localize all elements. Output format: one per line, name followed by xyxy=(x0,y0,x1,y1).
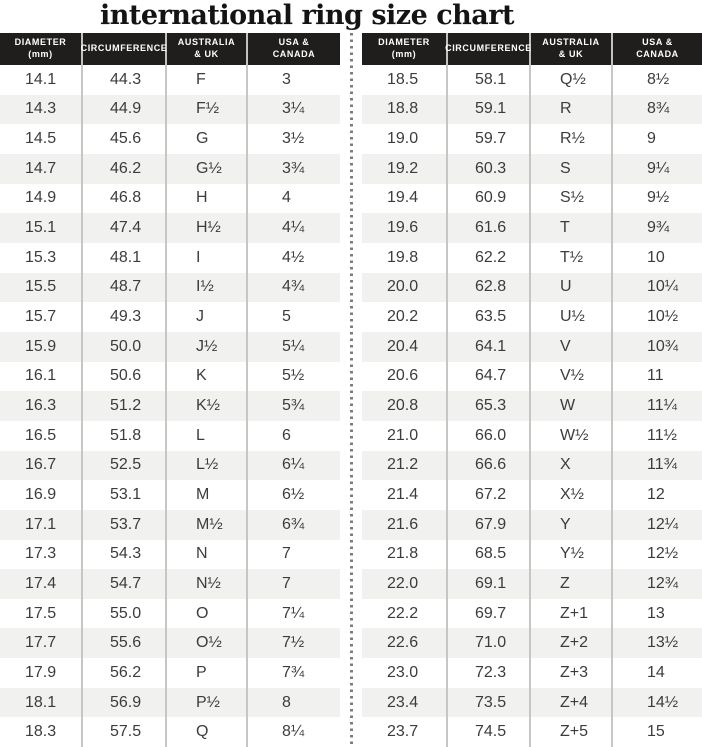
table-cell: 15.3 xyxy=(0,243,83,273)
table-cell: J½ xyxy=(167,332,248,362)
page-title: international ring size chart xyxy=(100,0,514,31)
table-row xyxy=(362,273,702,303)
table-row xyxy=(362,628,702,658)
table-cell: 20.2 xyxy=(362,302,448,332)
table-cell: 71.0 xyxy=(448,628,531,658)
table-cell: 19.2 xyxy=(362,154,448,184)
table-body-left xyxy=(0,65,340,747)
table-cell: Q xyxy=(167,717,248,747)
table-cell: 57.5 xyxy=(83,717,167,747)
table-cell: 12 xyxy=(647,486,665,504)
table-cell: K xyxy=(167,362,248,392)
table-cell: 60.3 xyxy=(448,154,531,184)
table-cell: 11 xyxy=(647,367,664,385)
table-cell: 16.7 xyxy=(0,451,83,481)
table-cell: 12¾ xyxy=(647,574,679,592)
table-cell: 21.0 xyxy=(362,421,448,451)
table-cell: 55.6 xyxy=(83,628,167,658)
column-header: DIAMETER (mm) xyxy=(0,33,83,65)
table-cell: 8 xyxy=(282,693,291,711)
table-cell: 22.6 xyxy=(362,628,448,658)
ring-size-table-left xyxy=(0,33,340,747)
table-cell: 23.4 xyxy=(362,688,448,718)
table-cell: 20.4 xyxy=(362,332,448,362)
table-cell: 7¼ xyxy=(282,604,305,622)
table-cell: R½ xyxy=(531,124,613,154)
table-cell: 44.9 xyxy=(83,95,167,125)
table-cell: 6 xyxy=(282,426,291,444)
table-row xyxy=(362,95,702,125)
table-cell: 63.5 xyxy=(448,302,531,332)
table-cell: 52.5 xyxy=(83,451,167,481)
table-cell: 9 xyxy=(647,130,656,148)
table-cell: 48.1 xyxy=(83,243,167,273)
table-cell: K½ xyxy=(167,391,248,421)
table-cell: 18.8 xyxy=(362,95,448,125)
table-cell: H xyxy=(167,184,248,214)
table-cell: 22.2 xyxy=(362,599,448,629)
table-cell: 4¼ xyxy=(282,219,305,237)
table-row xyxy=(362,688,702,718)
table-divider-gap xyxy=(340,33,362,747)
table-cell: U xyxy=(531,273,613,303)
table-cell: 9¾ xyxy=(647,219,670,237)
table-cell: 3 xyxy=(282,70,291,88)
table-cell: 23.7 xyxy=(362,717,448,747)
table-cell: V xyxy=(531,332,613,362)
table-row xyxy=(362,421,702,451)
table-cell: 15 xyxy=(647,723,665,741)
table-row xyxy=(362,391,702,421)
table-row xyxy=(362,658,702,688)
table-cell: N xyxy=(167,540,248,570)
table-cell: 62.8 xyxy=(448,273,531,303)
column-header: DIAMETER (mm) xyxy=(362,33,448,65)
table-cell: 56.9 xyxy=(83,688,167,718)
table-row xyxy=(0,273,340,303)
table-row xyxy=(0,243,340,273)
table-cell: P½ xyxy=(167,688,248,718)
table-cell: 67.9 xyxy=(448,510,531,540)
table-cell: 12¼ xyxy=(647,515,679,533)
table-row xyxy=(0,362,340,392)
table-cell: 53.1 xyxy=(83,480,167,510)
table-cell: X½ xyxy=(531,480,613,510)
table-cell: 6¾ xyxy=(282,515,305,533)
table-cell: 66.0 xyxy=(448,421,531,451)
table-cell: 17.3 xyxy=(0,540,83,570)
table-cell: 51.2 xyxy=(83,391,167,421)
table-cell: 10¼ xyxy=(647,278,679,296)
table-cell: 51.8 xyxy=(83,421,167,451)
table-cell: 7¾ xyxy=(282,663,305,681)
table-cell: 62.2 xyxy=(448,243,531,273)
table-cell: Z+3 xyxy=(531,658,613,688)
table-cell: 14.9 xyxy=(0,184,83,214)
table-cell: 16.1 xyxy=(0,362,83,392)
table-cell: 14.3 xyxy=(0,95,83,125)
table-cell: 6¼ xyxy=(282,456,305,474)
table-row xyxy=(0,688,340,718)
table-cell: 54.7 xyxy=(83,569,167,599)
table-row xyxy=(362,540,702,570)
table-cell: 69.7 xyxy=(448,599,531,629)
table-cell: 56.2 xyxy=(83,658,167,688)
table-cell: I½ xyxy=(167,273,248,303)
table-cell: 61.6 xyxy=(448,213,531,243)
table-cell: 4 xyxy=(282,189,291,207)
table-row xyxy=(362,65,702,95)
table-cell: Z+1 xyxy=(531,599,613,629)
table-cell: 11¾ xyxy=(647,456,677,474)
table-cell: 18.5 xyxy=(362,65,448,95)
table-cell: 14.5 xyxy=(0,124,83,154)
table-row xyxy=(0,510,340,540)
table-cell: 16.9 xyxy=(0,480,83,510)
table-cell: 18.1 xyxy=(0,688,83,718)
table-cell: V½ xyxy=(531,362,613,392)
table-row xyxy=(362,569,702,599)
table-cell: 14 xyxy=(647,663,665,681)
column-header: USA & CANADA xyxy=(636,37,679,59)
table-row xyxy=(0,717,340,747)
table-cell: 66.6 xyxy=(448,451,531,481)
table-cell: S xyxy=(531,154,613,184)
table-cell: 8½ xyxy=(647,70,670,88)
table-header-row xyxy=(362,33,702,65)
table-cell: 4¾ xyxy=(282,278,305,296)
table-cell: 69.1 xyxy=(448,569,531,599)
table-cell: Y½ xyxy=(531,540,613,570)
table-cell: M½ xyxy=(167,510,248,540)
table-cell: 22.0 xyxy=(362,569,448,599)
table-cell: Q½ xyxy=(531,65,613,95)
table-cell: 15.7 xyxy=(0,302,83,332)
table-cell: 18.3 xyxy=(0,717,83,747)
table-row xyxy=(362,332,702,362)
table-cell: 10¾ xyxy=(647,337,679,355)
table-cell: 74.5 xyxy=(448,717,531,747)
table-row xyxy=(362,213,702,243)
table-cell: 65.3 xyxy=(448,391,531,421)
table-cell: 21.2 xyxy=(362,451,448,481)
table-cell: 64.7 xyxy=(448,362,531,392)
table-cell: Y xyxy=(531,510,613,540)
table-cell: 48.7 xyxy=(83,273,167,303)
table-cell: 8¾ xyxy=(647,100,670,118)
table-cell: Z+2 xyxy=(531,628,613,658)
table-cell: 46.2 xyxy=(83,154,167,184)
table-cell: G½ xyxy=(167,154,248,184)
table-cell: 3¾ xyxy=(282,159,305,177)
table-cell: 73.5 xyxy=(448,688,531,718)
table-cell: 53.7 xyxy=(83,510,167,540)
ring-size-table-right xyxy=(362,33,702,747)
table-row xyxy=(362,599,702,629)
column-header: AUSTRALIA & UK xyxy=(167,33,248,65)
table-cell: M xyxy=(167,480,248,510)
table-header-row xyxy=(0,33,340,65)
table-row xyxy=(362,480,702,510)
table-cell: Z+5 xyxy=(531,717,613,747)
table-cell: 3¼ xyxy=(282,100,305,118)
table-cell: H½ xyxy=(167,213,248,243)
table-cell: 55.0 xyxy=(83,599,167,629)
table-row xyxy=(362,154,702,184)
table-cell: 17.1 xyxy=(0,510,83,540)
table-cell: G xyxy=(167,124,248,154)
table-row xyxy=(0,391,340,421)
table-cell: F xyxy=(167,65,248,95)
table-cell: 11¼ xyxy=(647,397,677,415)
table-row xyxy=(0,628,340,658)
table-cell: P xyxy=(167,658,248,688)
table-row xyxy=(0,332,340,362)
table-cell: 13½ xyxy=(647,634,679,652)
table-row xyxy=(0,65,340,95)
column-header: CIRCUMFERENCE xyxy=(448,33,531,65)
table-row xyxy=(362,717,702,747)
table-cell: 47.4 xyxy=(83,213,167,243)
table-cell: 17.9 xyxy=(0,658,83,688)
table-cell: 7 xyxy=(282,574,291,592)
table-cell: 50.0 xyxy=(83,332,167,362)
tables-container xyxy=(0,33,702,747)
table-cell: 50.6 xyxy=(83,362,167,392)
table-cell: 20.0 xyxy=(362,273,448,303)
table-row xyxy=(0,184,340,214)
table-cell: 46.8 xyxy=(83,184,167,214)
table-cell: 19.6 xyxy=(362,213,448,243)
table-cell: 15.1 xyxy=(0,213,83,243)
table-cell: 59.7 xyxy=(448,124,531,154)
table-cell: I xyxy=(167,243,248,273)
table-cell: 10 xyxy=(647,248,665,266)
table-cell: W xyxy=(531,391,613,421)
table-body-right xyxy=(362,65,702,747)
table-row xyxy=(362,243,702,273)
table-cell: 44.3 xyxy=(83,65,167,95)
table-cell: 7 xyxy=(282,545,291,563)
table-row xyxy=(0,302,340,332)
table-row xyxy=(0,540,340,570)
table-cell: 5¼ xyxy=(282,337,305,355)
table-cell: 8¼ xyxy=(282,723,305,741)
table-cell: 17.4 xyxy=(0,569,83,599)
table-cell: R xyxy=(531,95,613,125)
table-cell: 21.6 xyxy=(362,510,448,540)
table-cell: 67.2 xyxy=(448,480,531,510)
table-row xyxy=(362,184,702,214)
table-cell: 19.8 xyxy=(362,243,448,273)
table-row xyxy=(0,658,340,688)
table-row xyxy=(362,362,702,392)
table-cell: 21.8 xyxy=(362,540,448,570)
table-cell: 64.1 xyxy=(448,332,531,362)
table-cell: T½ xyxy=(531,243,613,273)
table-cell: O½ xyxy=(167,628,248,658)
table-cell: Z+4 xyxy=(531,688,613,718)
table-row xyxy=(0,213,340,243)
table-cell: 14½ xyxy=(647,693,679,711)
table-row xyxy=(0,124,340,154)
table-cell: 45.6 xyxy=(83,124,167,154)
table-cell: 11½ xyxy=(647,426,677,444)
table-cell: W½ xyxy=(531,421,613,451)
table-cell: 19.4 xyxy=(362,184,448,214)
column-header: CIRCUMFERENCE xyxy=(83,33,167,65)
table-cell: 58.1 xyxy=(448,65,531,95)
column-header: USA & CANADA xyxy=(272,37,316,59)
table-cell: 4½ xyxy=(282,248,305,266)
table-cell: F½ xyxy=(167,95,248,125)
column-header: AUSTRALIA & UK xyxy=(531,33,613,65)
table-cell: L½ xyxy=(167,451,248,481)
table-cell: 9¼ xyxy=(647,159,670,177)
table-cell: Z xyxy=(531,569,613,599)
table-cell: S½ xyxy=(531,184,613,214)
table-cell: 20.8 xyxy=(362,391,448,421)
table-cell: T xyxy=(531,213,613,243)
table-cell: 17.5 xyxy=(0,599,83,629)
table-cell: 20.6 xyxy=(362,362,448,392)
dotted-divider-line xyxy=(350,33,353,747)
table-cell: 23.0 xyxy=(362,658,448,688)
table-cell: 15.9 xyxy=(0,332,83,362)
table-cell: J xyxy=(167,302,248,332)
table-cell: 21.4 xyxy=(362,480,448,510)
table-cell: 19.0 xyxy=(362,124,448,154)
table-cell: 16.5 xyxy=(0,421,83,451)
table-row xyxy=(362,451,702,481)
table-row xyxy=(0,569,340,599)
table-cell: 49.3 xyxy=(83,302,167,332)
table-row xyxy=(362,124,702,154)
table-row xyxy=(362,510,702,540)
table-cell: 9½ xyxy=(647,189,670,207)
table-cell: L xyxy=(167,421,248,451)
table-cell: 5 xyxy=(282,308,291,326)
table-cell: 5¾ xyxy=(282,397,305,415)
table-row xyxy=(0,480,340,510)
table-cell: O xyxy=(167,599,248,629)
table-cell: 5½ xyxy=(282,367,305,385)
table-row xyxy=(0,599,340,629)
table-cell: 72.3 xyxy=(448,658,531,688)
table-row xyxy=(0,95,340,125)
table-cell: 14.1 xyxy=(0,65,83,95)
table-cell: 6½ xyxy=(282,486,305,504)
table-cell: N½ xyxy=(167,569,248,599)
table-cell: 16.3 xyxy=(0,391,83,421)
table-cell: 10½ xyxy=(647,308,679,326)
table-row xyxy=(362,302,702,332)
table-cell: 3½ xyxy=(282,130,305,148)
table-row xyxy=(0,154,340,184)
table-cell: 60.9 xyxy=(448,184,531,214)
table-cell: 7½ xyxy=(282,634,305,652)
table-cell: 14.7 xyxy=(0,154,83,184)
table-row xyxy=(0,421,340,451)
table-row xyxy=(0,451,340,481)
table-cell: 68.5 xyxy=(448,540,531,570)
table-cell: X xyxy=(531,451,613,481)
table-cell: 12½ xyxy=(647,545,679,563)
table-cell: 59.1 xyxy=(448,95,531,125)
table-cell: 13 xyxy=(647,604,665,622)
table-cell: 17.7 xyxy=(0,628,83,658)
table-cell: U½ xyxy=(531,302,613,332)
table-cell: 54.3 xyxy=(83,540,167,570)
table-cell: 15.5 xyxy=(0,273,83,303)
